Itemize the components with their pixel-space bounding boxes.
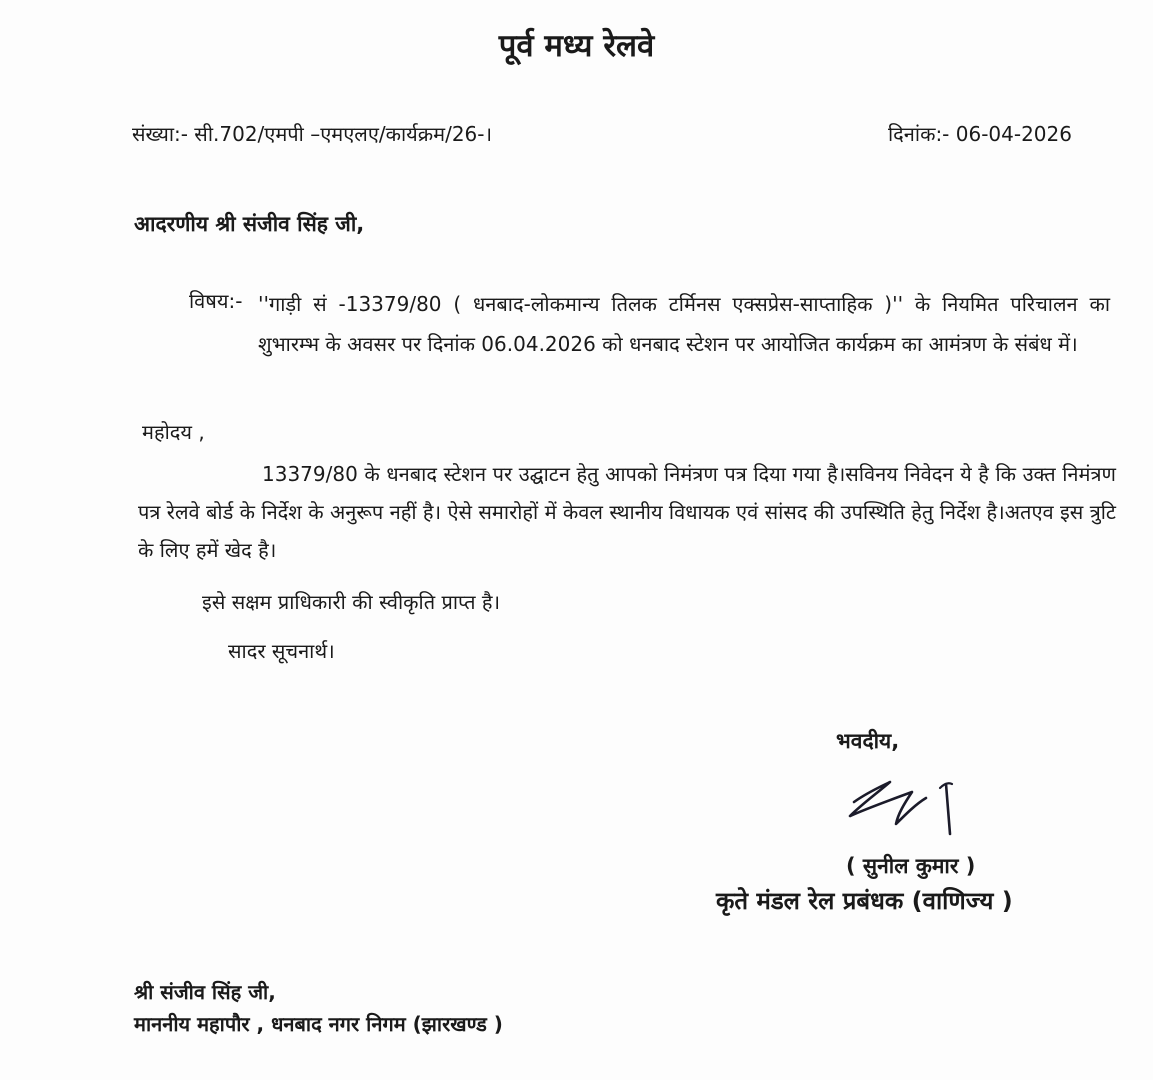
subject-label: विषय:- xyxy=(189,289,243,313)
recipient-designation: माननीय महापौर , धनबाद नगर निगम (झारखण्ड ) xyxy=(134,1012,503,1036)
approval-line: इसे सक्षम प्राधिकारी की स्वीकृति प्राप्त है। xyxy=(202,590,501,614)
body-greeting: महोदय , xyxy=(142,420,205,444)
closing-note: सादर सूचनार्थ। xyxy=(228,639,335,663)
reference-number: संख्या:- सी.702/एमपी –एमएलए/कार्यक्रम/26-। xyxy=(132,122,493,146)
valediction: भवदीय, xyxy=(836,729,900,753)
body-paragraph: 13379/80 के धनबाद स्टेशन पर उद्घाटन हेतु आपको निमंत्रण पत्र दिया गया है।सविनय निवेदन ये है कि उक्त निमंत्रण पत्र रेलवे बोर्ड के निर्देश के अनुरूप नहीं है। ऐसे समारोहों में केवल स्थानीय विधायक एवं सांसद की उपस्थिति हेतु निर्देश है।अतएव इस त्रुटि के लिए हमें खेद है। xyxy=(138,462,1116,562)
letter-date: दिनांक:- 06-04-2026 xyxy=(888,122,1072,146)
salutation: आदरणीय श्री संजीव सिंह जी, xyxy=(134,212,365,236)
signer-name: ( सुनील कुमार ) xyxy=(846,854,976,878)
handwritten-signature xyxy=(846,774,966,838)
signer-designation: कृते मंडल रेल प्रबंधक (वाणिज्य ) xyxy=(716,887,1013,915)
recipient-name: श्री संजीव सिंह जी, xyxy=(134,980,276,1004)
page-title: पूर्व मध्य रेलवे xyxy=(498,28,655,64)
subject-text: ''गाड़ी सं -13379/80 ( धनबाद-लोकमान्य तिलक टर्मिनस एक्सप्रेस-साप्ताहिक )'' के नियमित परिचालन का शुभारम्भ के अवसर पर दिनांक 06.04.2026 को धनबाद स्टेशन पर आयोजित कार्यक्रम का आमंत्रण के संबंध में। xyxy=(258,292,1110,356)
